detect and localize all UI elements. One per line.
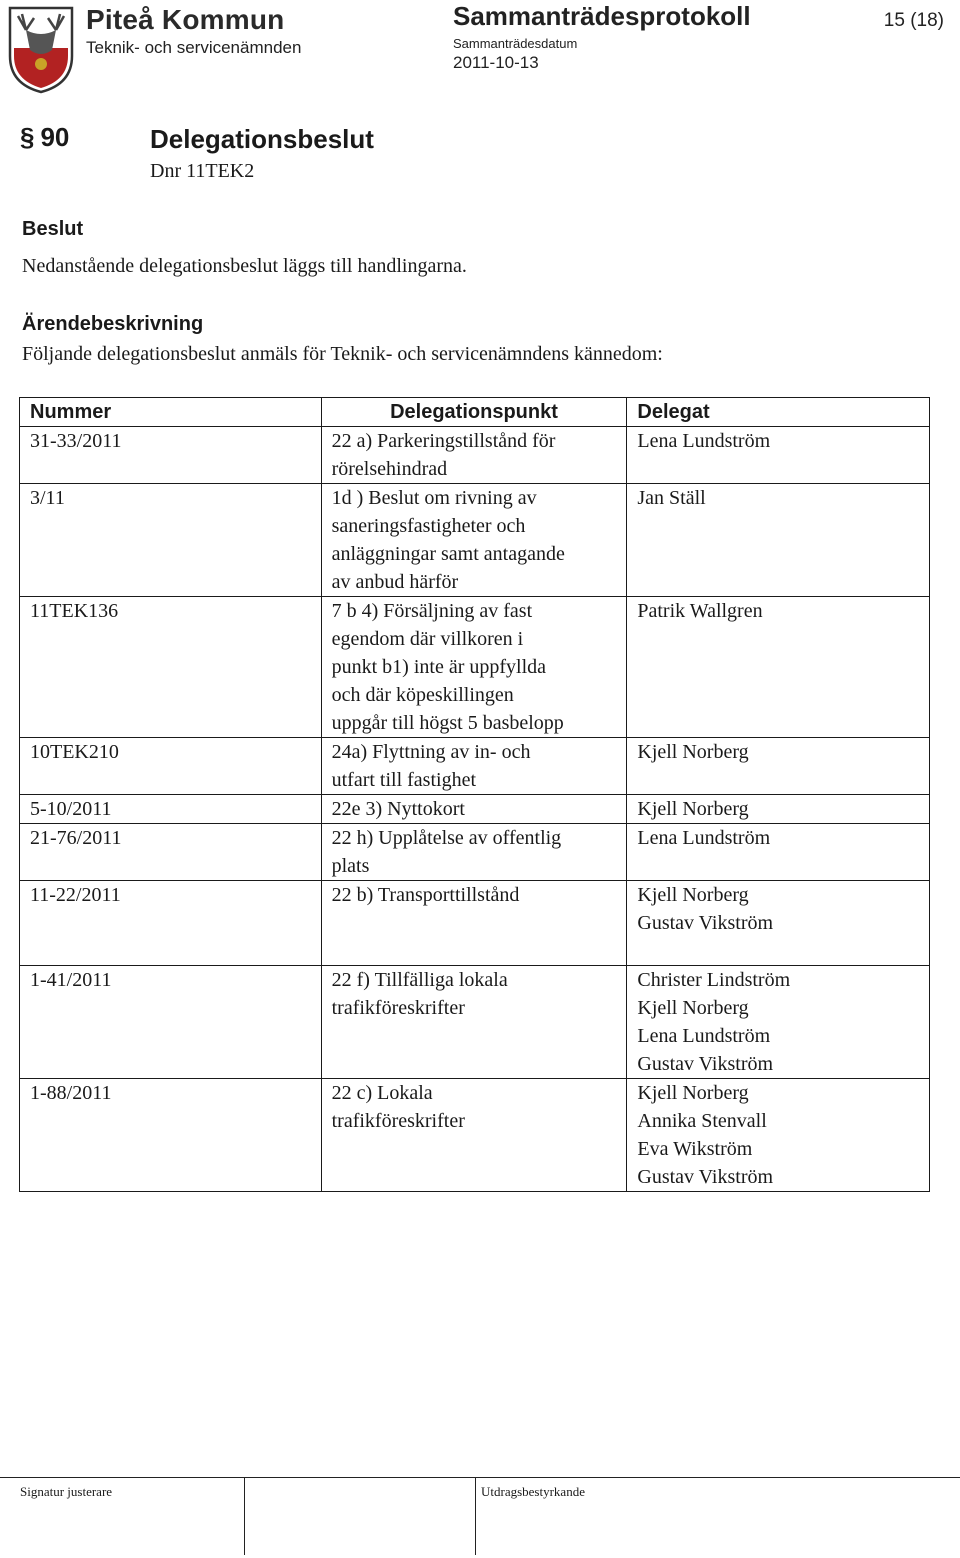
delegationspunkt-line: uppgår till högst 5 basbelopp: [331, 712, 564, 734]
meeting-date: 2011-10-13: [453, 53, 539, 72]
cell-delegat: [627, 484, 930, 597]
delegat-name: Annika Stenvall: [637, 1110, 767, 1132]
table-body: [20, 427, 930, 1192]
delegat-name: Gustav Vikström: [637, 1053, 774, 1075]
delegationspunkt-line: 22 a) Parkeringstillstånd för: [331, 430, 556, 452]
page-number: 15 (18): [883, 10, 944, 31]
cell-nummer: 11-22/2011: [20, 881, 322, 966]
paragraph-number: [20, 122, 69, 153]
delegat-name: Kjell Norberg: [637, 1082, 749, 1104]
cell-delegat: [627, 427, 930, 484]
cell-delegationspunkt: [321, 427, 627, 484]
meeting-date-label: Sammanträdesdatum: [453, 36, 578, 51]
delegationspunkt-line: plats: [331, 855, 370, 877]
delegationspunkt-line: trafikföreskrifter: [331, 997, 465, 1019]
table-row: [20, 427, 930, 484]
section-title: Delegationsbeslut: [150, 124, 374, 154]
blank-line: [637, 937, 919, 965]
cell-delegat: [627, 597, 930, 738]
description-heading: Ärendebeskrivning: [22, 313, 204, 335]
delegat-name: Gustav Vikström: [637, 912, 774, 934]
delegationspunkt-line: egendom där villkoren i: [331, 628, 524, 650]
section-sign: §: [20, 122, 35, 152]
cell-nummer: 3/11: [20, 484, 322, 597]
delegationspunkt-line: anläggningar samt antagande: [331, 543, 565, 565]
column-header-delegationspunkt: Delegationspunkt: [321, 398, 627, 427]
document-title: Sammanträdesprotokoll: [453, 1, 751, 31]
delegationspunkt-line: saneringsfastigheter och: [331, 515, 526, 537]
cell-nummer: 31-33/2011: [20, 427, 322, 484]
delegat-name: Lena Lundström: [637, 430, 771, 452]
delegationspunkt-line: och där köpeskillingen: [331, 684, 514, 706]
cell-delegat: [627, 881, 930, 966]
delegationspunkt-line: rörelsehindrad: [331, 458, 448, 480]
column-header-nummer: Nummer: [20, 398, 322, 427]
delegationspunkt-line: 22 f) Tillfälliga lokala: [331, 969, 508, 991]
decision-text: Nedanstående delegationsbeslut läggs till handlingarna.: [22, 255, 467, 277]
diary-number: Dnr 11TEK2: [150, 160, 255, 182]
delegat-name: Kjell Norberg: [637, 741, 749, 763]
cell-nummer: 21-76/2011: [20, 824, 322, 881]
footer-divider: [0, 1477, 960, 1478]
table-row: [20, 966, 930, 1079]
footer-column-divider: [475, 1477, 476, 1555]
delegationspunkt-line: utfart till fastighet: [331, 769, 477, 791]
cell-delegationspunkt: [321, 795, 627, 824]
delegation-table: [19, 397, 930, 1192]
delegat-name: Kjell Norberg: [637, 997, 749, 1019]
delegationspunkt-line: 22 c) Lokala: [331, 1082, 433, 1104]
delegat-name: Christer Lindström: [637, 969, 791, 991]
municipality-crest-logo: [6, 4, 76, 94]
cell-delegat: [627, 1079, 930, 1192]
delegat-name: Kjell Norberg: [637, 884, 749, 906]
table-header-row: [20, 398, 930, 427]
table-row: [20, 795, 930, 824]
cell-delegationspunkt: [321, 597, 627, 738]
description-text: Följande delegationsbeslut anmäls för Teknik- och servicenämndens kännedom:: [22, 343, 663, 365]
delegationspunkt-line: trafikföreskrifter: [331, 1110, 465, 1132]
cell-nummer: 1-88/2011: [20, 1079, 322, 1192]
committee-name: Teknik- och servicenämnden: [86, 38, 302, 57]
delegat-name: Lena Lundström: [637, 827, 771, 849]
cell-delegat: [627, 966, 930, 1079]
delegat-name: Patrik Wallgren: [637, 600, 763, 622]
table-row: [20, 738, 930, 795]
cell-delegationspunkt: [321, 484, 627, 597]
delegat-name: Lena Lundström: [637, 1025, 771, 1047]
cell-delegationspunkt: [321, 824, 627, 881]
delegationspunkt-line: 22 h) Upplåtelse av offentlig: [331, 827, 562, 849]
decision-heading: Beslut: [22, 218, 84, 240]
cell-nummer: 5-10/2011: [20, 795, 322, 824]
delegat-name: Kjell Norberg: [637, 798, 749, 820]
cell-delegationspunkt: [321, 966, 627, 1079]
organization-name: Piteå Kommun: [86, 4, 285, 35]
cell-delegationspunkt: [321, 1079, 627, 1192]
cell-delegationspunkt: [321, 738, 627, 795]
delegationspunkt-line: punkt b1) inte är uppfyllda: [331, 656, 547, 678]
table-row: [20, 597, 930, 738]
column-header-delegat: Delegat: [627, 398, 930, 427]
cell-nummer: 11TEK136: [20, 597, 322, 738]
cell-delegat: [627, 738, 930, 795]
table-row: [20, 484, 930, 597]
paragraph-number-value: 90: [40, 122, 70, 152]
delegat-name: Gustav Vikström: [637, 1166, 774, 1188]
cell-delegat: [627, 795, 930, 824]
delegationspunkt-line: 22 b) Transporttillstånd: [331, 884, 520, 906]
table-row: [20, 824, 930, 881]
delegationspunkt-line: 22e 3) Nyttokort: [331, 798, 465, 820]
delegationspunkt-line: 7 b 4) Försäljning av fast: [331, 600, 533, 622]
signature-label: Signatur justerare: [20, 1484, 113, 1499]
delegat-name: Jan Ställ: [637, 487, 706, 509]
cell-delegationspunkt: [321, 881, 627, 966]
delegationspunkt-line: 24a) Flyttning av in- och: [331, 741, 531, 763]
table-row: [20, 1079, 930, 1192]
cell-nummer: 1-41/2011: [20, 966, 322, 1079]
cell-delegat: [627, 824, 930, 881]
delegationspunkt-line: av anbud härför: [331, 571, 459, 593]
table-row: [20, 881, 930, 966]
delegat-name: Eva Wikström: [637, 1138, 753, 1160]
cell-nummer: 10TEK210: [20, 738, 322, 795]
delegationspunkt-line: 1d ) Beslut om rivning av: [331, 487, 537, 509]
footer-column-divider: [244, 1477, 245, 1555]
certification-label: Utdragsbestyrkande: [481, 1484, 585, 1499]
